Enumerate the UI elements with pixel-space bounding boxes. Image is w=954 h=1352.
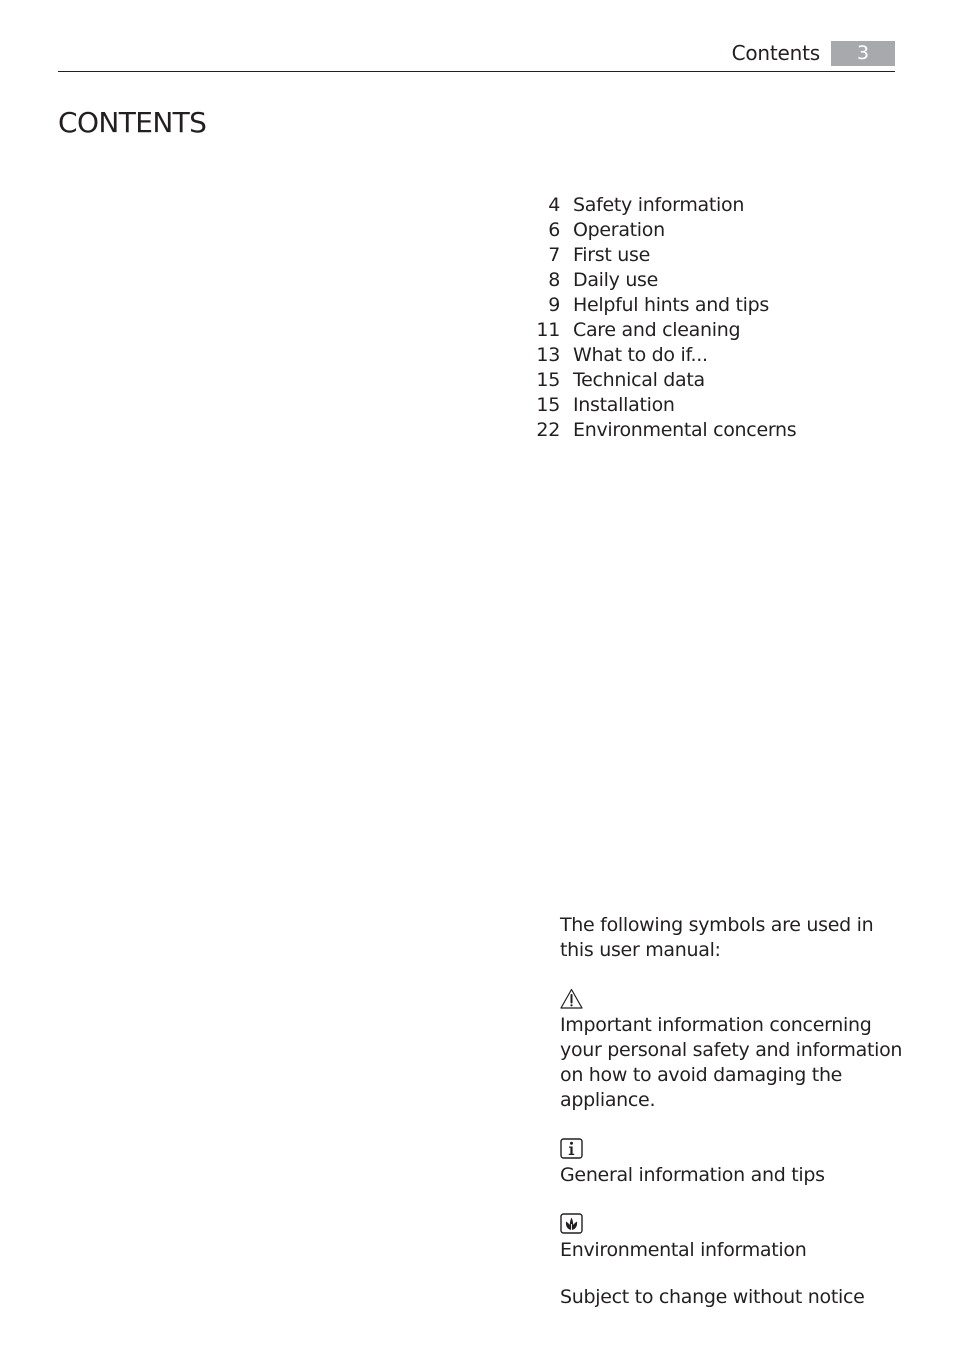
header-divider — [58, 71, 895, 72]
toc-label: Care and cleaning — [573, 318, 741, 341]
toc-label: Installation — [573, 393, 675, 416]
toc-page-number: 13 — [536, 343, 560, 366]
toc-label: Safety information — [573, 193, 745, 216]
toc-item[interactable] — [530, 292, 796, 317]
toc-item[interactable] — [530, 242, 796, 267]
toc-item[interactable] — [530, 317, 796, 342]
toc-item[interactable] — [530, 217, 796, 242]
toc-label: First use — [573, 243, 650, 266]
toc-page-number: 6 — [548, 218, 560, 241]
toc-page-number: 9 — [548, 293, 560, 316]
toc-page-number: 4 — [548, 193, 560, 216]
change-notice: Subject to change without notice — [560, 1286, 865, 1308]
environment-icon — [560, 1213, 583, 1234]
info-icon — [560, 1138, 583, 1159]
toc-item[interactable] — [530, 267, 796, 292]
table-of-contents — [530, 192, 796, 442]
toc-item[interactable] — [530, 342, 796, 367]
toc-label: Environmental concerns — [573, 418, 797, 441]
header-section-label: Contents — [731, 41, 820, 65]
toc-page-number: 22 — [536, 418, 560, 441]
symbols-legend — [560, 913, 905, 1310]
toc-page-number: 7 — [548, 243, 560, 266]
symbols-intro: The following symbols are used in this user manual: — [560, 914, 874, 961]
toc-label: Daily use — [573, 268, 659, 291]
toc-page-number: 8 — [548, 268, 560, 291]
toc-page-number: 15 — [536, 393, 560, 416]
symbol-description-safety: Important information concerning your personal safety and information on how to avoid damaging the appliance. — [560, 1014, 903, 1111]
toc-label: Operation — [573, 218, 665, 241]
toc-item[interactable] — [530, 417, 796, 442]
toc-page-number: 11 — [536, 318, 560, 341]
toc-page-number: 15 — [536, 368, 560, 391]
symbol-description-environment: Environmental information — [560, 1239, 807, 1261]
page-title: CONTENTS — [58, 106, 207, 139]
symbol-description-info: General information and tips — [560, 1164, 825, 1186]
toc-label: What to do if... — [573, 343, 708, 366]
toc-item[interactable] — [530, 392, 796, 417]
page-number-badge: 3 — [831, 41, 895, 66]
toc-label: Technical data — [573, 368, 705, 391]
toc-item[interactable] — [530, 367, 796, 392]
warning-triangle-icon — [560, 988, 583, 1009]
toc-item[interactable] — [530, 192, 796, 217]
toc-label: Helpful hints and tips — [573, 293, 769, 316]
